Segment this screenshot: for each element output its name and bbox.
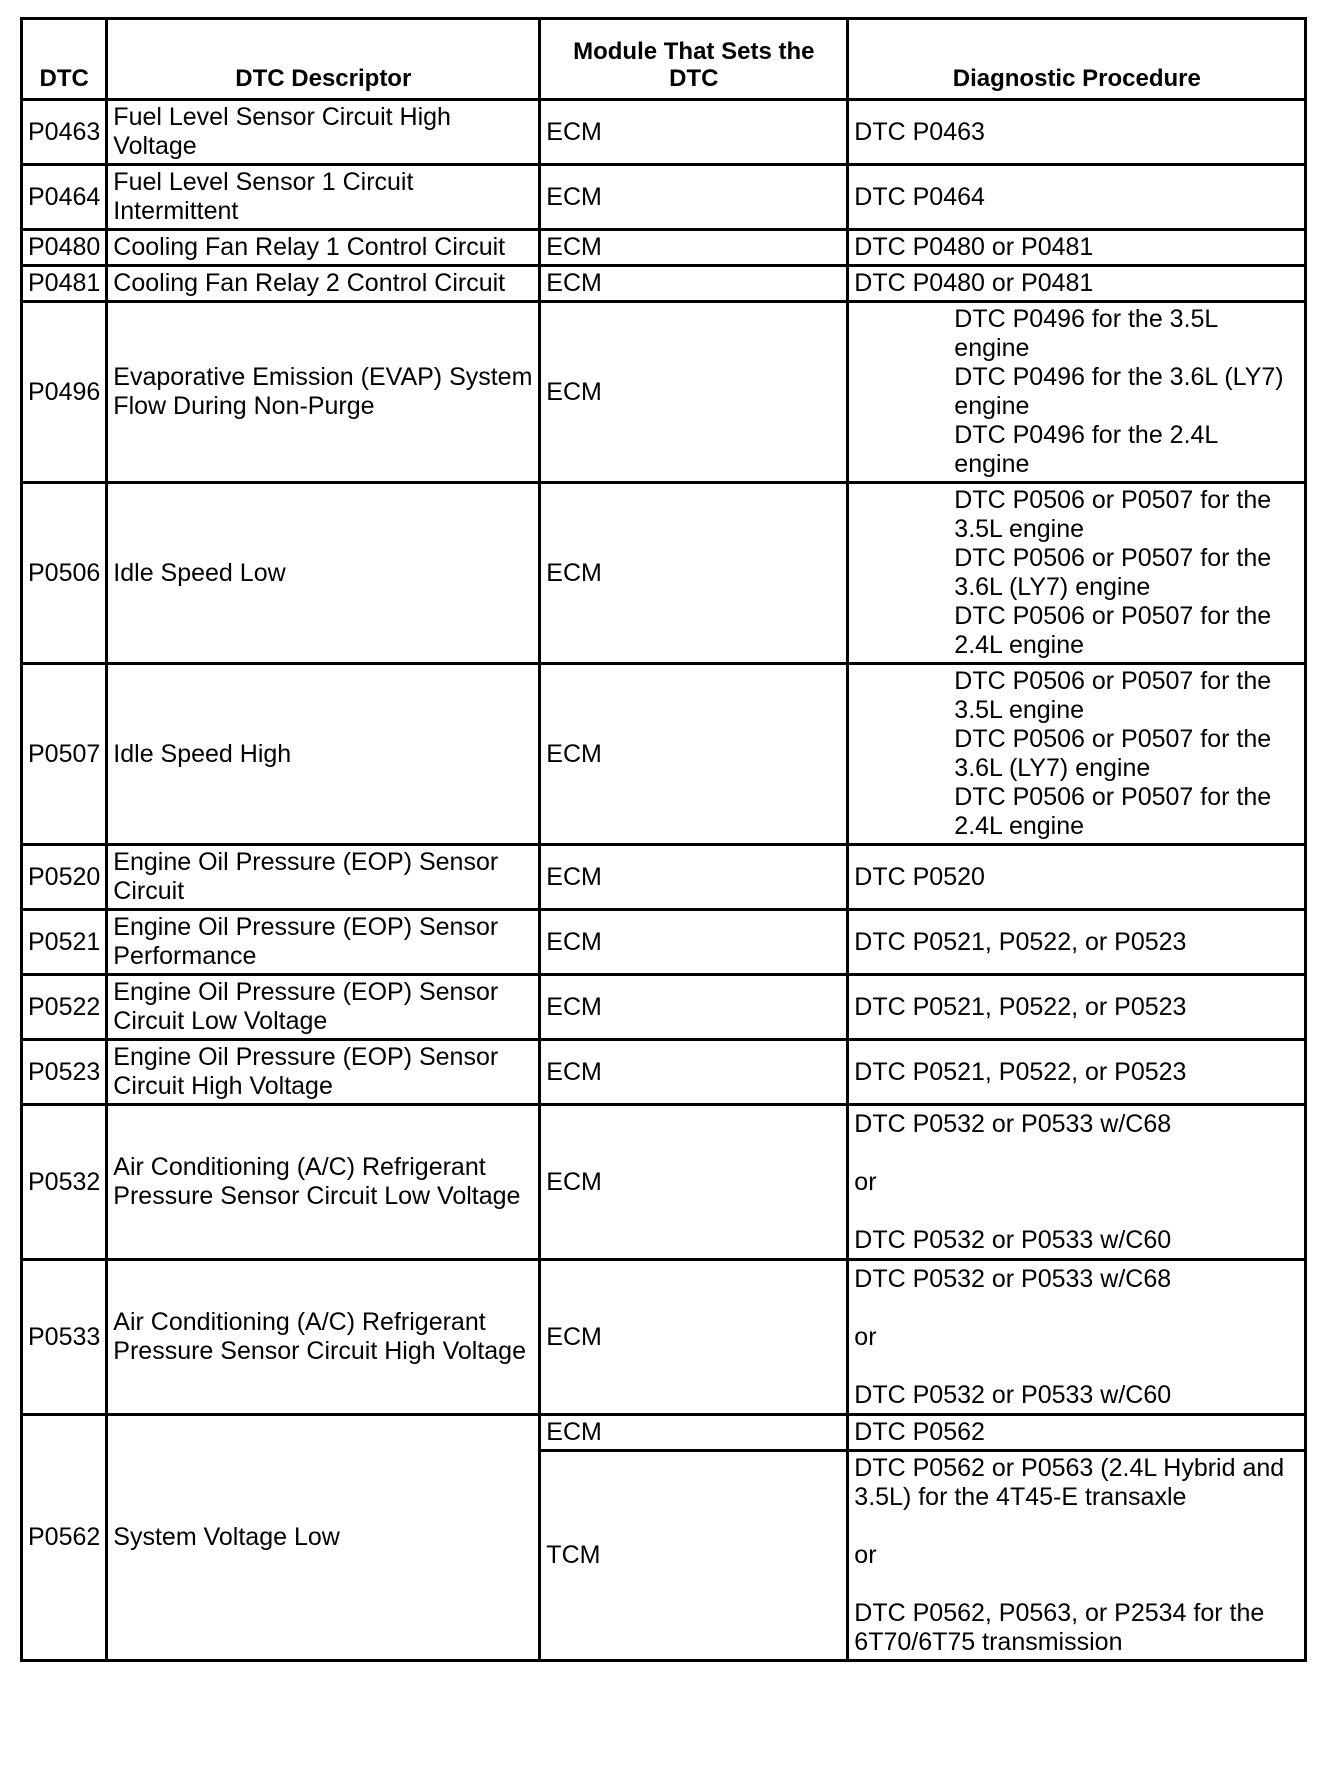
procedure-cell <box>848 230 1306 266</box>
procedure-or: or <box>854 1541 877 1569</box>
header-row <box>22 19 1306 100</box>
procedure-line: DTC P0562, P0563, or P2534 for the 6T70/6T75 transmission <box>854 1599 1265 1656</box>
module-cell: ECM <box>540 266 848 302</box>
header-dtc: DTC <box>22 19 107 100</box>
procedure-line: DTC P0480 or P0481 <box>854 233 1094 261</box>
procedure-cell <box>848 975 1306 1040</box>
dtc-code: P0521 <box>22 910 107 975</box>
dtc-table-wrapper <box>20 17 1307 1662</box>
dtc-descriptor: Cooling Fan Relay 2 Control Circuit <box>107 266 540 302</box>
dtc-code: P0481 <box>22 266 107 302</box>
procedure-cell <box>848 1415 1306 1451</box>
procedure-line: DTC P0464 <box>854 182 985 211</box>
dtc-descriptor: Evaporative Emission (EVAP) System Flow During Non-Purge <box>107 302 540 483</box>
dtc-descriptor: Air Conditioning (A/C) Refrigerant Pressure Sensor Circuit Low Voltage <box>107 1105 540 1260</box>
procedure-or: or <box>854 1167 877 1196</box>
spacer <box>854 1512 1299 1541</box>
dtc-descriptor: Engine Oil Pressure (EOP) Sensor Circuit Low Voltage <box>107 975 540 1040</box>
table-row <box>22 664 1306 845</box>
spacer <box>854 1197 1299 1226</box>
procedure-line: DTC P0496 for the 2.4L engine <box>954 421 1218 478</box>
procedure-cell <box>848 1451 1306 1661</box>
table-row <box>22 266 1306 302</box>
module-cell: ECM <box>540 1105 848 1260</box>
spacer <box>854 1570 1299 1599</box>
dtc-descriptor: Cooling Fan Relay 1 Control Circuit <box>107 230 540 266</box>
module-cell: ECM <box>540 664 848 845</box>
dtc-descriptor: Engine Oil Pressure (EOP) Sensor Circuit <box>107 845 540 910</box>
dtc-code: P0480 <box>22 230 107 266</box>
dtc-code: P0533 <box>22 1260 107 1415</box>
procedure-or: or <box>854 1322 877 1351</box>
module-cell: ECM <box>540 302 848 483</box>
procedure-line: DTC P0506 or P0507 for the 3.6L (LY7) engine <box>954 544 1272 601</box>
procedure-line: DTC P0532 or P0533 w/C60 <box>854 1380 1172 1409</box>
dtc-table <box>20 17 1307 1662</box>
dtc-descriptor: Engine Oil Pressure (EOP) Sensor Circuit High Voltage <box>107 1040 540 1105</box>
table-row <box>22 483 1306 664</box>
procedure-cell <box>848 100 1306 165</box>
procedure-line: DTC P0506 or P0507 for the 3.5L engine <box>954 486 1272 543</box>
header-descriptor: DTC Descriptor <box>107 19 540 100</box>
dtc-descriptor: Idle Speed High <box>107 664 540 845</box>
header-module: Module That Sets the DTC <box>540 19 848 100</box>
dtc-code: P0506 <box>22 483 107 664</box>
procedure-line: DTC P0520 <box>854 862 985 891</box>
dtc-code: P0532 <box>22 1105 107 1260</box>
procedure-cell <box>848 845 1306 910</box>
procedure-cell <box>848 910 1306 975</box>
module-cell: ECM <box>540 230 848 266</box>
procedure-line: DTC P0496 for the 3.6L (LY7) engine <box>954 363 1284 420</box>
table-row <box>22 1415 1306 1451</box>
procedure-line: DTC P0521, P0522, or P0523 <box>854 1057 1187 1086</box>
procedure-line: DTC P0506 or P0507 for the 2.4L engine <box>954 602 1272 659</box>
table-row <box>22 165 1306 230</box>
procedure-line: DTC P0506 or P0507 for the 2.4L engine <box>954 783 1272 840</box>
procedure-cell <box>848 266 1306 302</box>
module-cell: ECM <box>540 165 848 230</box>
dtc-code: P0523 <box>22 1040 107 1105</box>
procedure-cell <box>848 664 1306 845</box>
table-row <box>22 975 1306 1040</box>
dtc-code: P0562 <box>22 1415 107 1661</box>
dtc-code: P0522 <box>22 975 107 1040</box>
dtc-code: P0463 <box>22 100 107 165</box>
dtc-code: P0507 <box>22 664 107 845</box>
dtc-descriptor: Fuel Level Sensor Circuit High Voltage <box>107 100 540 165</box>
procedure-line: DTC P0532 or P0533 w/C60 <box>854 1225 1172 1254</box>
table-row <box>22 100 1306 165</box>
module-cell: ECM <box>540 975 848 1040</box>
procedure-line: DTC P0506 or P0507 for the 3.5L engine <box>954 667 1272 724</box>
procedure-line: DTC P0463 <box>854 117 985 146</box>
procedure-cell <box>848 1260 1306 1415</box>
table-row <box>22 1260 1306 1415</box>
procedure-cell <box>848 302 1306 483</box>
module-cell: ECM <box>540 1415 848 1451</box>
dtc-code: P0464 <box>22 165 107 230</box>
procedure-line: DTC P0506 or P0507 for the 3.6L (LY7) engine <box>954 725 1272 782</box>
table-row <box>22 230 1306 266</box>
procedure-line: DTC P0532 or P0533 w/C68 <box>854 1264 1172 1293</box>
procedure-cell <box>848 1105 1306 1260</box>
procedure-line: DTC P0532 or P0533 w/C68 <box>854 1109 1172 1138</box>
module-cell: ECM <box>540 910 848 975</box>
procedure-cell <box>848 165 1306 230</box>
spacer <box>854 1294 1299 1323</box>
procedure-line: DTC P0496 for the 3.5L engine <box>954 305 1218 362</box>
module-cell: TCM <box>540 1451 848 1661</box>
table-row <box>22 302 1306 483</box>
header-procedure: Diagnostic Procedure <box>848 19 1306 100</box>
dtc-code: P0520 <box>22 845 107 910</box>
table-row <box>22 1040 1306 1105</box>
dtc-descriptor: Engine Oil Pressure (EOP) Sensor Performance <box>107 910 540 975</box>
dtc-descriptor: System Voltage Low <box>107 1415 540 1661</box>
dtc-code: P0496 <box>22 302 107 483</box>
procedure-line: DTC P0480 or P0481 <box>854 269 1094 297</box>
procedure-line: DTC P0562 <box>854 1418 985 1446</box>
dtc-descriptor: Idle Speed Low <box>107 483 540 664</box>
procedure-cell <box>848 1040 1306 1105</box>
dtc-descriptor: Fuel Level Sensor 1 Circuit Intermittent <box>107 165 540 230</box>
procedure-line: DTC P0521, P0522, or P0523 <box>854 992 1187 1021</box>
table-row <box>22 845 1306 910</box>
table-row <box>22 1105 1306 1260</box>
module-cell: ECM <box>540 1040 848 1105</box>
module-cell: ECM <box>540 483 848 664</box>
procedure-cell <box>848 483 1306 664</box>
dtc-descriptor: Air Conditioning (A/C) Refrigerant Pressure Sensor Circuit High Voltage <box>107 1260 540 1415</box>
module-cell: ECM <box>540 845 848 910</box>
spacer <box>854 1352 1299 1381</box>
procedure-line: DTC P0521, P0522, or P0523 <box>854 927 1187 956</box>
module-cell: ECM <box>540 100 848 165</box>
module-cell: ECM <box>540 1260 848 1415</box>
procedure-line: DTC P0562 or P0563 (2.4L Hybrid and 3.5L) for the 4T45-E transaxle <box>854 1454 1285 1511</box>
spacer <box>854 1139 1299 1168</box>
table-row <box>22 910 1306 975</box>
